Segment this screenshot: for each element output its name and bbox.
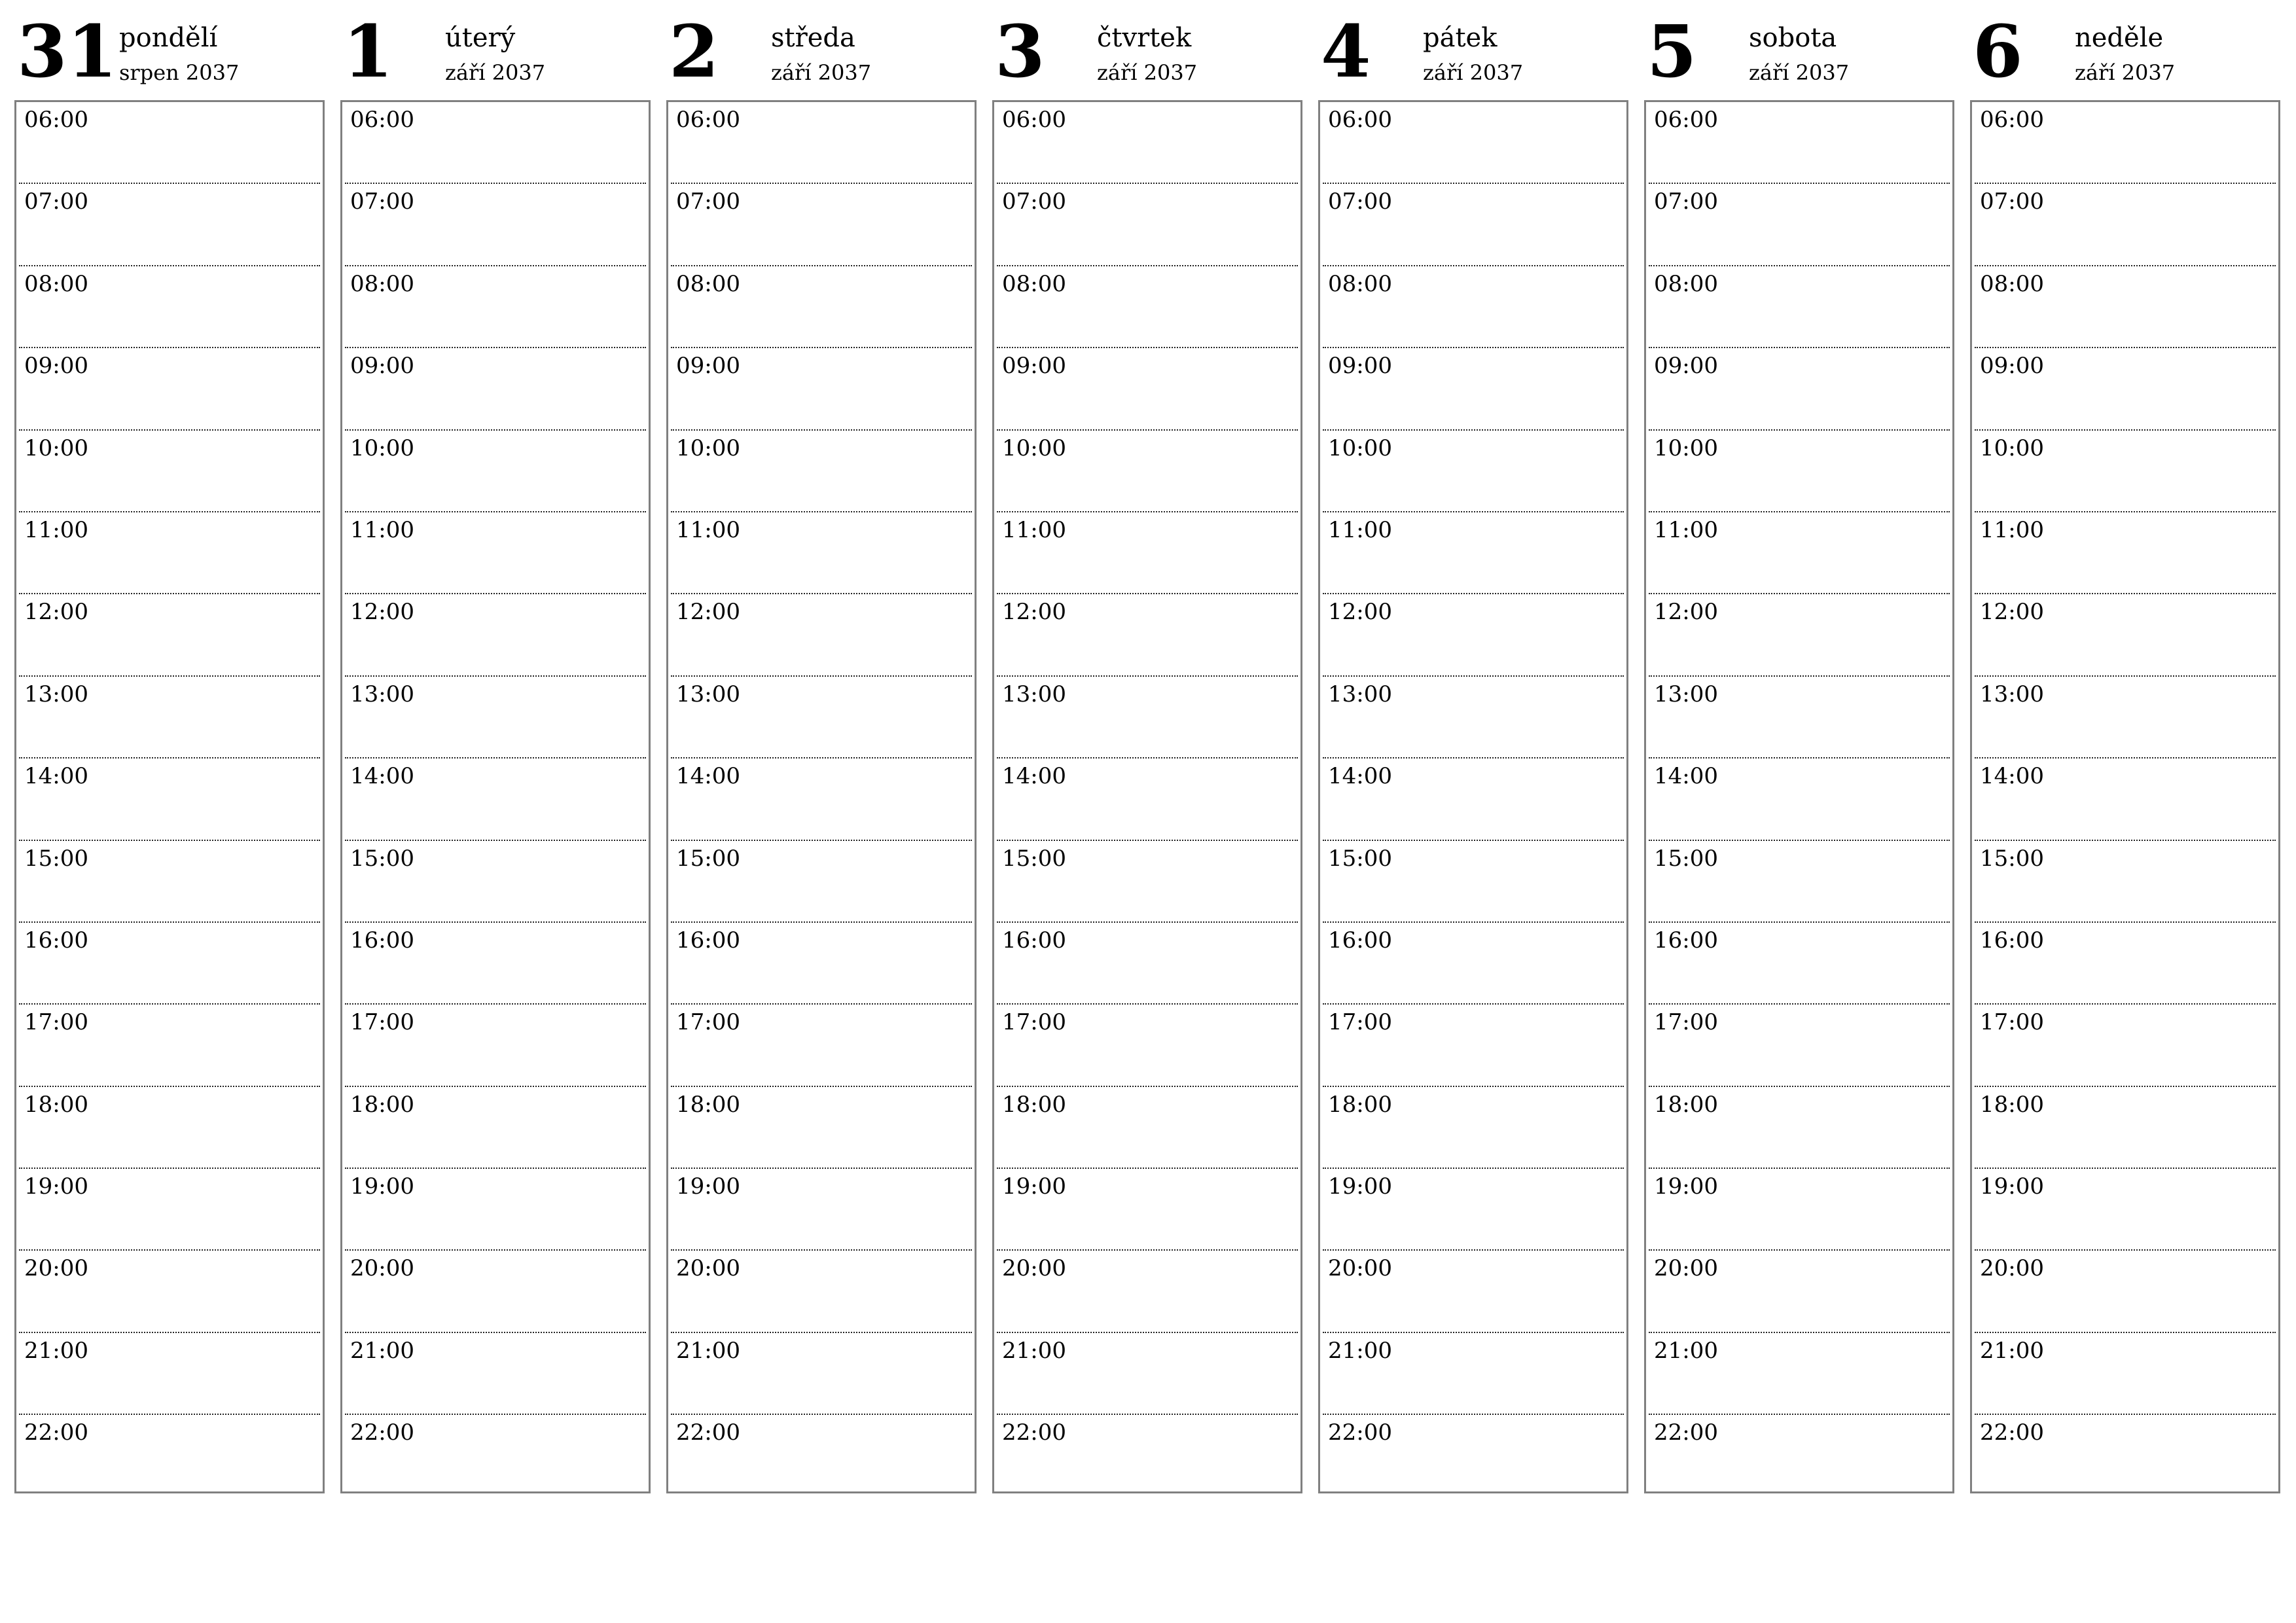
day-header <box>1318 0 1631 100</box>
time-slot[interactable] <box>1649 184 1950 266</box>
slot-time-label: 20:00 <box>676 1255 740 1282</box>
day-name: pondělí <box>119 23 218 53</box>
time-slot[interactable] <box>1649 594 1950 676</box>
time-slot[interactable] <box>1323 348 1624 430</box>
slot-time-label: 22:00 <box>1002 1419 1066 1446</box>
slot-time-label: 14:00 <box>1002 763 1066 790</box>
time-slot[interactable] <box>19 594 320 676</box>
time-slot[interactable] <box>1649 1251 1950 1332</box>
time-slot[interactable] <box>1975 1169 2276 1251</box>
slot-time-label: 19:00 <box>1002 1173 1066 1200</box>
time-slot[interactable] <box>345 348 646 430</box>
time-slot[interactable] <box>1649 1087 1950 1169</box>
time-slot[interactable] <box>345 1333 646 1415</box>
slot-time-label: 14:00 <box>676 763 740 790</box>
time-slot[interactable] <box>1975 266 2276 348</box>
time-slot[interactable] <box>997 594 1298 676</box>
slot-time-label: 10:00 <box>350 435 414 461</box>
time-slot[interactable] <box>1323 677 1624 758</box>
day-number: 6 <box>1973 9 2023 94</box>
slot-time-label: 17:00 <box>676 1009 740 1036</box>
time-slot[interactable] <box>1649 266 1950 348</box>
slot-time-label: 06:00 <box>1328 107 1392 133</box>
slot-time-label: 13:00 <box>676 681 740 707</box>
slot-time-label: 15:00 <box>1980 845 2044 872</box>
time-slot[interactable] <box>1649 512 1950 594</box>
slot-time-label: 21:00 <box>676 1337 740 1364</box>
slot-time-label: 09:00 <box>676 353 740 380</box>
slot-time-label: 08:00 <box>1654 270 1718 297</box>
slot-time-label: 17:00 <box>1654 1009 1718 1036</box>
slot-time-label: 22:00 <box>676 1419 740 1446</box>
time-slot[interactable] <box>1323 1251 1624 1332</box>
slot-time-label: 18:00 <box>24 1091 88 1118</box>
time-slot[interactable] <box>1649 348 1950 430</box>
day-column <box>1970 0 2283 1446</box>
slot-time-label: 19:00 <box>1654 1173 1718 1200</box>
day-name: úterý <box>445 23 516 53</box>
time-slot[interactable] <box>19 1087 320 1169</box>
time-slot[interactable] <box>345 184 646 266</box>
day-number: 31 <box>17 9 118 94</box>
time-slot[interactable] <box>671 841 972 923</box>
time-slot[interactable] <box>1975 1333 2276 1415</box>
time-slot[interactable] <box>1323 431 1624 512</box>
slot-time-label: 14:00 <box>350 763 414 790</box>
time-slot[interactable] <box>671 923 972 1005</box>
slot-time-label: 07:00 <box>676 188 740 215</box>
slot-time-label: 18:00 <box>1328 1091 1392 1118</box>
slot-time-label: 10:00 <box>24 435 88 461</box>
slot-time-label: 21:00 <box>24 1337 88 1364</box>
slot-time-label: 13:00 <box>350 681 414 707</box>
time-slot[interactable] <box>1975 1005 2276 1086</box>
slot-time-label: 20:00 <box>1980 1255 2044 1282</box>
time-slot[interactable] <box>997 1169 1298 1251</box>
slot-time-label: 20:00 <box>1328 1255 1392 1282</box>
slot-time-label: 20:00 <box>24 1255 88 1282</box>
slot-time-label: 11:00 <box>350 516 414 543</box>
time-grid <box>340 100 651 1493</box>
weekly-planner <box>14 0 2289 1505</box>
time-slot[interactable] <box>345 594 646 676</box>
time-grid <box>1644 100 1954 1493</box>
time-slot[interactable] <box>1323 102 1624 184</box>
time-slot[interactable] <box>671 184 972 266</box>
day-column <box>1644 0 1957 1446</box>
day-header <box>1970 0 2283 100</box>
time-slot[interactable] <box>1975 841 2276 923</box>
time-slot[interactable] <box>19 266 320 348</box>
slot-time-label: 20:00 <box>350 1255 414 1282</box>
slot-time-label: 18:00 <box>1002 1091 1066 1118</box>
day-name: neděle <box>2075 23 2164 53</box>
slot-time-label: 13:00 <box>1002 681 1066 707</box>
slot-time-label: 16:00 <box>1654 927 1718 954</box>
time-slot[interactable] <box>671 1251 972 1332</box>
time-slot[interactable] <box>1649 1169 1950 1251</box>
time-slot[interactable] <box>997 1333 1298 1415</box>
time-slot[interactable] <box>19 923 320 1005</box>
slot-time-label: 08:00 <box>676 270 740 297</box>
time-slot[interactable] <box>671 1333 972 1415</box>
time-slot[interactable] <box>997 512 1298 594</box>
slot-time-label: 17:00 <box>24 1009 88 1036</box>
day-column <box>666 0 979 1446</box>
slot-time-label: 19:00 <box>676 1173 740 1200</box>
slot-time-label: 14:00 <box>24 763 88 790</box>
time-slot[interactable] <box>345 1415 646 1497</box>
time-slot[interactable] <box>19 1005 320 1086</box>
slot-time-label: 11:00 <box>24 516 88 543</box>
time-slot[interactable] <box>19 758 320 840</box>
time-grid <box>666 100 977 1493</box>
time-slot[interactable] <box>1975 348 2276 430</box>
slot-time-label: 18:00 <box>350 1091 414 1118</box>
slot-time-label: 17:00 <box>1328 1009 1392 1036</box>
time-slot[interactable] <box>997 102 1298 184</box>
slot-time-label: 09:00 <box>1002 353 1066 380</box>
time-slot[interactable] <box>1649 102 1950 184</box>
time-slot[interactable] <box>1975 512 2276 594</box>
slot-time-label: 22:00 <box>1980 1419 2044 1446</box>
time-slot[interactable] <box>997 184 1298 266</box>
time-slot[interactable] <box>19 1333 320 1415</box>
time-slot[interactable] <box>345 677 646 758</box>
slot-time-label: 06:00 <box>1980 107 2044 133</box>
slot-time-label: 12:00 <box>24 599 88 626</box>
time-slot[interactable] <box>671 348 972 430</box>
slot-time-label: 07:00 <box>350 188 414 215</box>
time-slot[interactable] <box>345 512 646 594</box>
time-slot[interactable] <box>1323 923 1624 1005</box>
time-grid <box>992 100 1302 1493</box>
time-slot[interactable] <box>1323 758 1624 840</box>
time-slot[interactable] <box>1323 1169 1624 1251</box>
slot-time-label: 19:00 <box>24 1173 88 1200</box>
time-slot[interactable] <box>345 841 646 923</box>
slot-time-label: 07:00 <box>1980 188 2044 215</box>
slot-time-label: 11:00 <box>676 516 740 543</box>
slot-time-label: 10:00 <box>1654 435 1718 461</box>
day-month: srpen 2037 <box>119 60 240 85</box>
day-column <box>340 0 653 1446</box>
slot-time-label: 09:00 <box>1654 353 1718 380</box>
time-slot[interactable] <box>671 1005 972 1086</box>
time-slot[interactable] <box>1975 1251 2276 1332</box>
day-month: září 2037 <box>445 60 546 85</box>
slot-time-label: 15:00 <box>1002 845 1066 872</box>
time-slot[interactable] <box>1323 1333 1624 1415</box>
slot-time-label: 13:00 <box>1654 681 1718 707</box>
day-header <box>340 0 653 100</box>
day-header <box>666 0 979 100</box>
time-slot[interactable] <box>671 512 972 594</box>
slot-time-label: 17:00 <box>1002 1009 1066 1036</box>
slot-time-label: 16:00 <box>1980 927 2044 954</box>
slot-time-label: 07:00 <box>1654 188 1718 215</box>
time-slot[interactable] <box>19 431 320 512</box>
slot-time-label: 22:00 <box>1328 1419 1392 1446</box>
slot-time-label: 10:00 <box>676 435 740 461</box>
day-column <box>1318 0 1631 1446</box>
time-slot[interactable] <box>1323 1415 1624 1497</box>
slot-time-label: 13:00 <box>1980 681 2044 707</box>
slot-time-label: 21:00 <box>1002 1337 1066 1364</box>
time-slot[interactable] <box>671 102 972 184</box>
time-grid <box>1318 100 1628 1493</box>
time-slot[interactable] <box>1649 677 1950 758</box>
slot-time-label: 11:00 <box>1980 516 2044 543</box>
time-slot[interactable] <box>997 1005 1298 1086</box>
time-slot[interactable] <box>997 1087 1298 1169</box>
slot-time-label: 21:00 <box>1328 1337 1392 1364</box>
time-slot[interactable] <box>1975 1415 2276 1497</box>
time-slot[interactable] <box>345 431 646 512</box>
time-slot[interactable] <box>1323 594 1624 676</box>
time-slot[interactable] <box>997 841 1298 923</box>
slot-time-label: 21:00 <box>1980 1337 2044 1364</box>
slot-time-label: 14:00 <box>1654 763 1718 790</box>
slot-time-label: 09:00 <box>1980 353 2044 380</box>
day-name: pátek <box>1423 23 1498 53</box>
time-slot[interactable] <box>1975 102 2276 184</box>
slot-time-label: 06:00 <box>676 107 740 133</box>
slot-time-label: 09:00 <box>1328 353 1392 380</box>
time-grid <box>14 100 325 1493</box>
day-name: sobota <box>1749 23 1837 53</box>
time-slot[interactable] <box>997 1415 1298 1497</box>
time-slot[interactable] <box>19 512 320 594</box>
time-slot[interactable] <box>345 923 646 1005</box>
time-slot[interactable] <box>19 677 320 758</box>
slot-time-label: 12:00 <box>676 599 740 626</box>
time-slot[interactable] <box>19 1169 320 1251</box>
slot-time-label: 07:00 <box>24 188 88 215</box>
time-slot[interactable] <box>1975 1087 2276 1169</box>
slot-time-label: 06:00 <box>1002 107 1066 133</box>
time-slot[interactable] <box>1975 594 2276 676</box>
slot-time-label: 12:00 <box>1328 599 1392 626</box>
time-slot[interactable] <box>345 1005 646 1086</box>
slot-time-label: 12:00 <box>1980 599 2044 626</box>
time-slot[interactable] <box>1649 431 1950 512</box>
time-slot[interactable] <box>1323 184 1624 266</box>
time-slot[interactable] <box>671 758 972 840</box>
time-slot[interactable] <box>1323 1005 1624 1086</box>
day-number: 1 <box>343 9 393 94</box>
slot-time-label: 21:00 <box>350 1337 414 1364</box>
slot-time-label: 15:00 <box>1328 845 1392 872</box>
time-slot[interactable] <box>997 1251 1298 1332</box>
slot-time-label: 08:00 <box>1328 270 1392 297</box>
time-slot[interactable] <box>1649 841 1950 923</box>
day-number: 3 <box>995 9 1045 94</box>
slot-time-label: 16:00 <box>676 927 740 954</box>
day-month: září 2037 <box>2075 60 2176 85</box>
slot-time-label: 20:00 <box>1654 1255 1718 1282</box>
time-slot[interactable] <box>1975 923 2276 1005</box>
slot-time-label: 08:00 <box>1002 270 1066 297</box>
slot-time-label: 08:00 <box>24 270 88 297</box>
slot-time-label: 10:00 <box>1328 435 1392 461</box>
slot-time-label: 10:00 <box>1002 435 1066 461</box>
time-slot[interactable] <box>671 594 972 676</box>
day-number: 5 <box>1647 9 1697 94</box>
day-header <box>992 0 1305 100</box>
day-column <box>992 0 1305 1446</box>
slot-time-label: 17:00 <box>350 1009 414 1036</box>
slot-time-label: 16:00 <box>1328 927 1392 954</box>
slot-time-label: 09:00 <box>350 353 414 380</box>
slot-time-label: 07:00 <box>1002 188 1066 215</box>
time-grid <box>1970 100 2280 1493</box>
slot-time-label: 06:00 <box>24 107 88 133</box>
time-slot[interactable] <box>1649 1005 1950 1086</box>
slot-time-label: 14:00 <box>1980 763 2044 790</box>
slot-time-label: 11:00 <box>1654 516 1718 543</box>
time-slot[interactable] <box>345 102 646 184</box>
time-slot[interactable] <box>671 677 972 758</box>
slot-time-label: 18:00 <box>1980 1091 2044 1118</box>
slot-time-label: 19:00 <box>350 1173 414 1200</box>
slot-time-label: 21:00 <box>1654 1337 1718 1364</box>
time-slot[interactable] <box>671 1087 972 1169</box>
time-slot[interactable] <box>997 431 1298 512</box>
time-slot[interactable] <box>19 1415 320 1497</box>
slot-time-label: 20:00 <box>1002 1255 1066 1282</box>
slot-time-label: 15:00 <box>676 845 740 872</box>
time-slot[interactable] <box>671 1415 972 1497</box>
slot-time-label: 11:00 <box>1002 516 1066 543</box>
time-slot[interactable] <box>345 1251 646 1332</box>
time-slot[interactable] <box>345 266 646 348</box>
slot-time-label: 06:00 <box>1654 107 1718 133</box>
time-slot[interactable] <box>19 1251 320 1332</box>
slot-time-label: 10:00 <box>1980 435 2044 461</box>
time-slot[interactable] <box>997 348 1298 430</box>
time-slot[interactable] <box>1323 512 1624 594</box>
slot-time-label: 12:00 <box>350 599 414 626</box>
slot-time-label: 07:00 <box>1328 188 1392 215</box>
time-slot[interactable] <box>1649 1333 1950 1415</box>
time-slot[interactable] <box>1649 1415 1950 1497</box>
slot-time-label: 06:00 <box>350 107 414 133</box>
slot-time-label: 09:00 <box>24 353 88 380</box>
slot-time-label: 18:00 <box>676 1091 740 1118</box>
time-slot[interactable] <box>1649 758 1950 840</box>
time-slot[interactable] <box>1975 758 2276 840</box>
time-slot[interactable] <box>1649 923 1950 1005</box>
slot-time-label: 16:00 <box>1002 927 1066 954</box>
day-number: 4 <box>1321 9 1371 94</box>
day-column <box>14 0 327 1446</box>
time-slot[interactable] <box>345 1169 646 1251</box>
slot-time-label: 12:00 <box>1654 599 1718 626</box>
day-number: 2 <box>669 9 719 94</box>
time-slot[interactable] <box>1975 184 2276 266</box>
slot-time-label: 19:00 <box>1980 1173 2044 1200</box>
day-header <box>14 0 327 100</box>
time-slot[interactable] <box>997 266 1298 348</box>
time-slot[interactable] <box>997 758 1298 840</box>
day-name: čtvrtek <box>1097 23 1192 53</box>
slot-time-label: 16:00 <box>24 927 88 954</box>
time-slot[interactable] <box>1975 431 2276 512</box>
slot-time-label: 13:00 <box>24 681 88 707</box>
slot-time-label: 14:00 <box>1328 763 1392 790</box>
time-slot[interactable] <box>1323 1087 1624 1169</box>
slot-time-label: 08:00 <box>1980 270 2044 297</box>
slot-time-label: 15:00 <box>350 845 414 872</box>
day-name: středa <box>771 23 855 53</box>
time-slot[interactable] <box>1975 677 2276 758</box>
slot-time-label: 22:00 <box>24 1419 88 1446</box>
slot-time-label: 22:00 <box>350 1419 414 1446</box>
day-month: září 2037 <box>771 60 872 85</box>
day-month: září 2037 <box>1749 60 1850 85</box>
slot-time-label: 12:00 <box>1002 599 1066 626</box>
time-slot[interactable] <box>19 841 320 923</box>
time-slot[interactable] <box>997 923 1298 1005</box>
slot-time-label: 17:00 <box>1980 1009 2044 1036</box>
time-slot[interactable] <box>1323 841 1624 923</box>
day-header <box>1644 0 1957 100</box>
time-slot[interactable] <box>671 431 972 512</box>
slot-time-label: 19:00 <box>1328 1173 1392 1200</box>
time-slot[interactable] <box>345 758 646 840</box>
day-month: září 2037 <box>1097 60 1198 85</box>
slot-time-label: 15:00 <box>24 845 88 872</box>
slot-time-label: 13:00 <box>1328 681 1392 707</box>
slot-time-label: 16:00 <box>350 927 414 954</box>
time-slot[interactable] <box>19 102 320 184</box>
time-slot[interactable] <box>997 677 1298 758</box>
time-slot[interactable] <box>1323 266 1624 348</box>
time-slot[interactable] <box>19 348 320 430</box>
time-slot[interactable] <box>345 1087 646 1169</box>
slot-time-label: 08:00 <box>350 270 414 297</box>
slot-time-label: 11:00 <box>1328 516 1392 543</box>
slot-time-label: 18:00 <box>1654 1091 1718 1118</box>
time-slot[interactable] <box>19 184 320 266</box>
day-month: září 2037 <box>1423 60 1524 85</box>
slot-time-label: 15:00 <box>1654 845 1718 872</box>
time-slot[interactable] <box>671 266 972 348</box>
time-slot[interactable] <box>671 1169 972 1251</box>
slot-time-label: 22:00 <box>1654 1419 1718 1446</box>
